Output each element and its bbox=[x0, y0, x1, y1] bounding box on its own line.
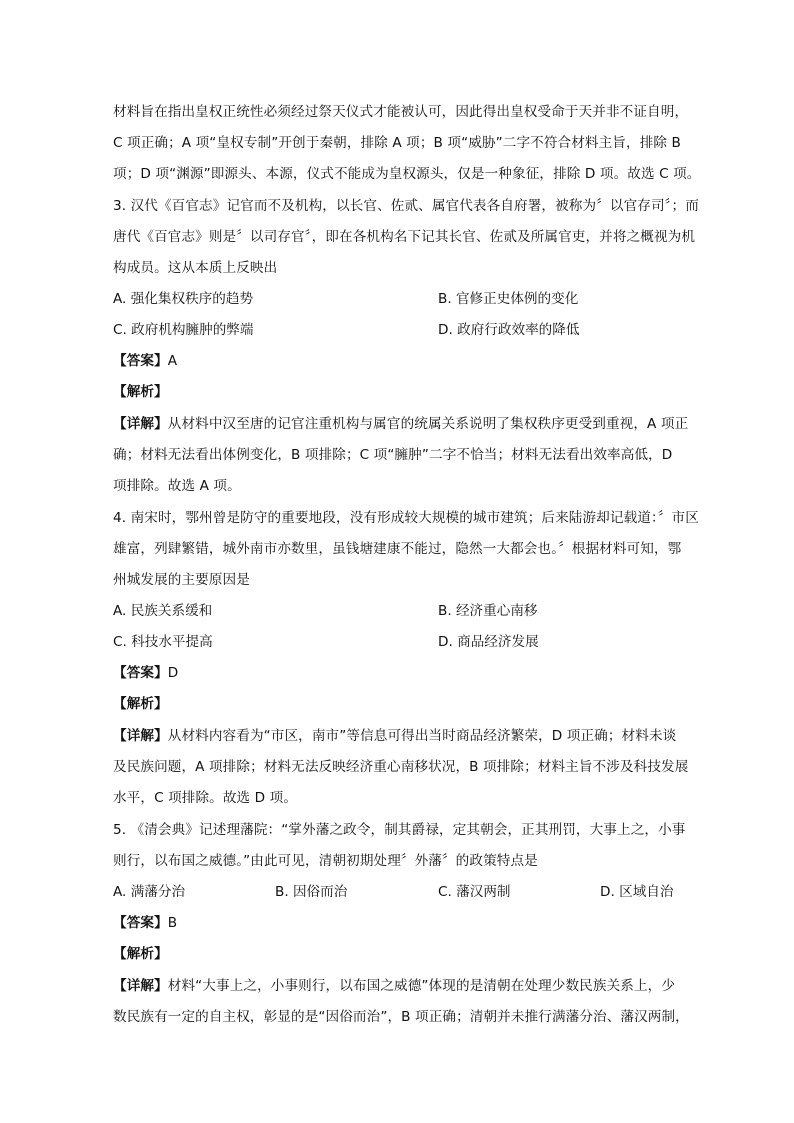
q4-detail-tag: 【详解】 bbox=[113, 728, 168, 744]
q4-analysis-tag-line bbox=[113, 694, 703, 714]
q5-option-c: C. 藩汉两制 bbox=[438, 884, 511, 900]
q5-answer-tag: 【答案】 bbox=[113, 915, 168, 931]
q4-option-b: B. 经济重心南移 bbox=[438, 603, 538, 619]
q5-option-a: A. 满藩分治 bbox=[113, 884, 186, 900]
q3-answer-value: A bbox=[167, 353, 178, 369]
q2-analysis-line-1: 材料旨在指出皇权正统性必须经过祭天仪式才能被认可，因此得出皇权受命于天并非不证自明， bbox=[113, 104, 689, 120]
q3-option-a: A. 强化集权秩序的趋势 bbox=[113, 291, 254, 307]
q3-stem-line-2: 唐代《百官志》则是〞以司存官〞，即在各机构名下记其长官、佐贰及所属官吏，并将之概视为机 bbox=[113, 229, 696, 245]
q4-detail-line-1 bbox=[113, 726, 703, 746]
q3-detail-line-3: 项排除。故选 A 项。 bbox=[113, 478, 241, 494]
q3-stem-line-1: 3. 汉代《百官志》记官而不及机构，以长官、佐贰、属官代表各自府署，被称为〞以官存司〞；而 bbox=[113, 198, 699, 214]
q4-detail-text-1: 从材料内容看为“市区，南市”等信息可得出当时商品经济繁荣，D 项正确；材料未谈 bbox=[167, 728, 677, 744]
q4-answer-tag: 【答案】 bbox=[113, 665, 168, 681]
q2-analysis-line-3: 项；D 项“渊源”即源头、本源，仪式不能成为皇权源头，仅是一种象征，排除 D 项。故选 C 项。 bbox=[113, 166, 701, 182]
q4-answer-line bbox=[113, 663, 703, 683]
q3-detail-line-2: 确；材料无法看出体例变化，B 项排除；C 项“臃肿”二字不恰当；材料无法看出效率高低，D bbox=[113, 447, 673, 463]
q4-option-d: D. 商品经济发展 bbox=[438, 634, 539, 650]
q3-detail-line-1 bbox=[113, 414, 703, 434]
q5-detail-text-1: 材料“大事上之，小事则行，以布国之威德”体现的是清朝在处理少数民族关系上，少 bbox=[167, 978, 676, 994]
q4-detail-line-3: 水平，C 项排除。故选 D 项。 bbox=[113, 790, 298, 806]
q3-option-b: B. 官修正史体例的变化 bbox=[438, 291, 579, 307]
q3-analysis-tag-line bbox=[113, 382, 703, 402]
q4-analysis-tag: 【解析】 bbox=[113, 696, 168, 712]
q3-option-c: C. 政府机构臃肿的弊端 bbox=[113, 322, 254, 338]
q5-detail-tag: 【详解】 bbox=[113, 978, 168, 994]
q4-option-c: C. 科技水平提高 bbox=[113, 634, 213, 650]
q5-detail-line-2: 数民族有一定的自主权，彰显的是“因俗而治”，B 项正确；清朝并未推行满藩分治、藩汉两制， bbox=[113, 1009, 689, 1025]
q4-stem-line-3: 州城发展的主要原因是 bbox=[113, 572, 250, 588]
q5-answer-line bbox=[113, 913, 703, 933]
q5-detail-line-1 bbox=[113, 976, 703, 996]
q4-stem-line-1: 4. 南宋时，鄂州曾是防守的重要地段，没有形成较大规模的城市建筑；后来陆游却记载道：〞市区 bbox=[113, 510, 699, 526]
q5-option-b: B. 因俗而治 bbox=[275, 884, 348, 900]
q3-answer-line bbox=[113, 351, 703, 371]
q5-analysis-tag-line bbox=[113, 944, 703, 964]
q3-detail-text-1: 从材料中汉至唐的记官注重机构与属官的统属关系说明了集权秩序更受到重视，A 项正 bbox=[167, 416, 689, 432]
q2-analysis-line-2: C 项正确；A 项“皇权专制”开创于秦朝，排除 A 项；B 项“威胁”二字不符合材料主旨，排除 B bbox=[113, 135, 681, 151]
q4-stem-line-2: 雄富，列肆繁错，城外南市亦数里，虽钱塘建康不能过，隐然一大都会也。〞根据材料可知，鄂 bbox=[113, 541, 682, 557]
q5-analysis-tag: 【解析】 bbox=[113, 946, 168, 962]
q3-option-d: D. 政府行政效率的降低 bbox=[438, 322, 580, 338]
q5-stem-line-1: 5. 《清会典》记述理藩院：“掌外藩之政令，制其爵禄，定其朝会，正其刑罚，大事上之，小事 bbox=[113, 822, 686, 838]
q3-detail-tag: 【详解】 bbox=[113, 416, 168, 432]
q3-analysis-tag: 【解析】 bbox=[113, 384, 168, 400]
q4-answer-value: D bbox=[167, 665, 179, 681]
q4-option-a: A. 民族关系缓和 bbox=[113, 603, 213, 619]
q5-stem-line-2: 则行，以布国之威德。”由此可见，清朝初期处理〞外藩〞的政策特点是 bbox=[113, 853, 538, 869]
q5-option-d: D. 区域自治 bbox=[600, 884, 674, 900]
q3-stem-line-3: 构成员。这从本质上反映出 bbox=[113, 260, 278, 276]
q5-answer-value: B bbox=[167, 915, 178, 931]
q3-answer-tag: 【答案】 bbox=[113, 353, 168, 369]
q4-detail-line-2: 及民族问题，A 项排除；材料无法反映经济重心南移状况，B 项排除；材料主旨不涉及科技发展 bbox=[113, 759, 689, 775]
